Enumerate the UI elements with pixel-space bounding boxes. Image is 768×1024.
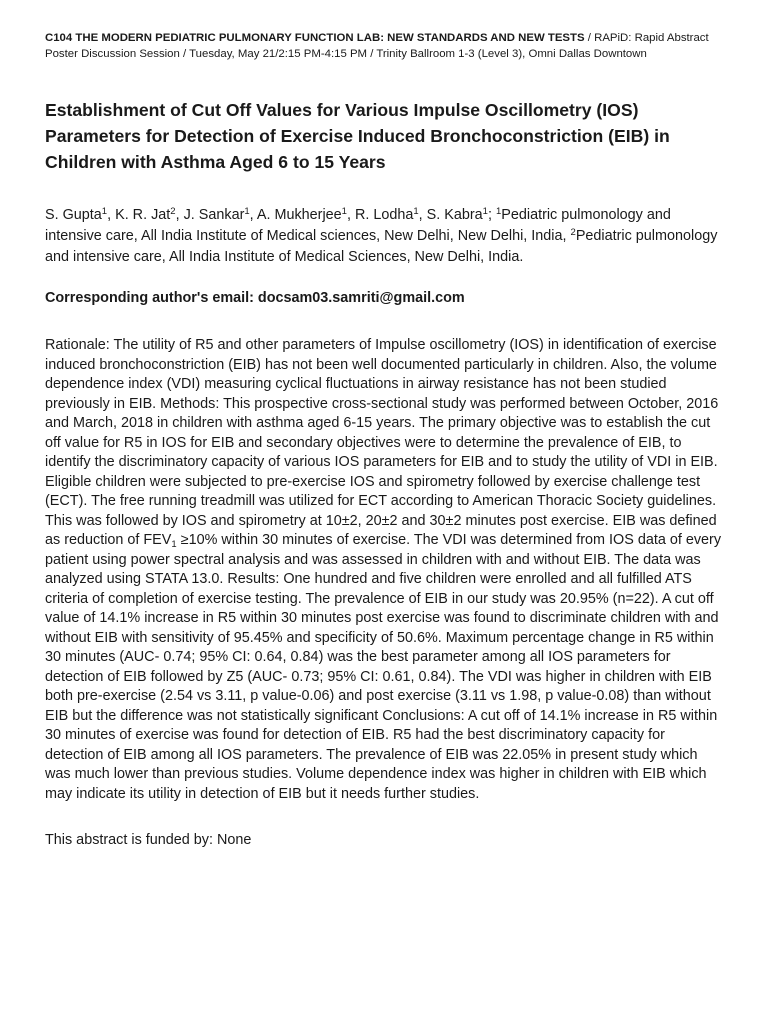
author-name: , S. Kabra — [418, 207, 483, 223]
affiliation-marker: 1 — [495, 206, 502, 217]
session-info — [45, 30, 727, 62]
affiliation-marker: 1 — [482, 206, 488, 217]
affiliation-marker: 1 — [244, 206, 250, 217]
session-code-title: C104 THE MODERN PEDIATRIC PULMONARY FUNCTION LAB: NEW STANDARDS AND NEW TESTS — [45, 32, 585, 44]
author-name: , A. Mukherjee — [249, 207, 342, 223]
affiliation-marker: 2 — [170, 206, 176, 217]
abstract-page — [45, 30, 727, 851]
abstract-body — [45, 336, 727, 804]
affiliation-text: Pediatric pulmonology and intensive care, All India Institute of Medical sciences, New Delhi, New Delhi, India, — [45, 207, 671, 244]
author-name: S. Gupta — [45, 207, 102, 223]
author-list — [45, 205, 727, 268]
fev-subscript: 1 — [171, 539, 177, 550]
affiliation-text: Pediatric pulmonology and intensive care, All India Institute of Medical Sciences, New Delhi, India. — [45, 228, 718, 265]
corresponding-email: Corresponding author's email: docsam03.samriti@gmail.com — [45, 290, 465, 306]
affiliation-marker: 1 — [341, 206, 347, 217]
affiliation-marker: 2 — [570, 227, 576, 238]
affiliation-marker: 1 — [101, 206, 108, 217]
author-name: , J. Sankar — [175, 207, 245, 223]
abstract-text: ≥10% within 30 minutes of exercise. The VDI was determined from IOS data of every patient using power spectral analysis and was assessed in children with and without EIB. The data was analyzed using STATA 13.0. Results: One hundred and five children were enrolled and all fulfilled ATS criteria of completion of exercise testing. The prevalence of EIB in our study was 20.95% (n=22). A cut off value of 14.1% increase in R5 within 30 minutes post exercise was found to discriminate children with and without EIB with sensitivity of 95.45% and specificity of 50.6%. Maximum percentage change in R5 within 30 minutes (AUC- 0.74; 95% CI: 0.64, 0.84) was the best parameter among all IOS parameters for detection of EIB followed by Z5 (AUC- 0.73; 95% CI: 0.61, 0.84). The VDI was higher in children with EIB both pre-exercise (2.54 vs 3.11, p value-0.06) and post exercise (3.11 vs 1.98, p value-0.08) than without EIB but the difference was not statistically significant Conclusions: A cut off of 14.1% increase in R5 within 30 minutes of exercise was found for detection of EIB. R5 had the best discriminatory capacity for detection of EIB among all IOS parameters. The prevalence of EIB was 22.05% in present study which was much lower than previous studies. Volume dependence index was higher in children with EIB which may indicate its utility in detection of EIB but it needs further studies. — [45, 532, 722, 802]
session-details: / RAPiD: Rapid Abstract Poster Discussion Session / Tuesday, May 21/2:15 PM-4:15 PM / Trinity Ballroom 1-3 (Level 3), Omni Dallas Downtown — [45, 32, 709, 60]
abstract-title: Establishment of Cut Off Values for Various Impulse Oscillometry (IOS) Parameters for Detection of Exercise Induced Bronchoconstriction (EIB) in Children with Asthma Aged 6 to 15 Years — [45, 100, 670, 172]
author-name: , K. R. Jat — [107, 207, 171, 223]
author-name: , R. Lodha — [346, 207, 414, 223]
author-separator: ; — [487, 207, 496, 223]
funding-statement: This abstract is funded by: None — [45, 832, 252, 848]
affiliation-marker: 1 — [413, 206, 419, 217]
abstract-text: Rationale: The utility of R5 and other parameters of Impulse oscillometry (IOS) in identification of exercise induced bronchoconstriction (EIB) has not been well documented particularly in children. Also, the volume dependence index (VDI) measuring cyclical fluctuations in airway resistance has not been studied previously in EIB. Methods: This prospective cross-sectional study was performed between October, 2016 and March, 2018 in children with asthma aged 6-15 years. The primary objective was to establish the cut off value for R5 in IOS for EIB and secondary objectives were to determine the prevalence of EIB, to identify the discriminatory capacity of various IOS parameters for EIB and to study the utility of VDI in EIB. Eligible children were subjected to pre-exercise IOS and spirometry followed by exercise challenge test (ECT). The free running treadmill was utilized for ECT according to American Thoracic Society guidelines. This was followed by IOS and spirometry at 10±2, 20±2 and 30±2 minutes post exercise. EIB was defined as reduction of FEV — [45, 337, 719, 548]
